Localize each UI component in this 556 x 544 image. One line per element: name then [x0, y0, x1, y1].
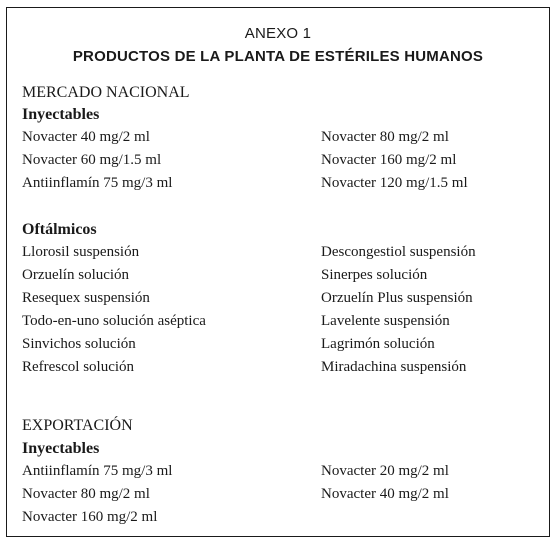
list-item: Sinvichos solución	[22, 336, 136, 352]
list-item: Novacter 160 mg/2 ml	[22, 509, 158, 525]
list-item: Novacter 60 mg/1.5 ml	[22, 152, 162, 168]
annex-label: ANEXO 1	[244, 25, 312, 42]
list-item: Llorosil suspensión	[22, 244, 140, 260]
list-item: Descongestiol suspensión	[321, 244, 476, 260]
section-heading-exportacion: EXPORTACIÓN	[22, 417, 133, 434]
list-item: Novacter 80 mg/2 ml	[22, 486, 150, 502]
list-item: Miradachina suspensión	[321, 359, 467, 375]
list-item: Lagrimón solución	[321, 336, 435, 352]
list-item: Novacter 160 mg/2 ml	[321, 152, 457, 168]
list-item: Todo-en-uno solución aséptica	[22, 313, 206, 329]
subheading-oftalmicos: Oftálmicos	[22, 221, 97, 238]
list-item: Novacter 40 mg/2 ml	[321, 486, 449, 502]
list-item: Novacter 80 mg/2 ml	[321, 129, 449, 145]
list-item: Refrescol solución	[22, 359, 135, 375]
subheading-inyectables-exportacion: Inyectables	[22, 440, 100, 457]
list-item: Novacter 40 mg/2 ml	[22, 129, 150, 145]
list-item: Orzuelín solución	[22, 267, 130, 283]
section-heading-mercado-nacional: MERCADO NACIONAL	[22, 84, 190, 101]
list-item: Resequex suspensión	[22, 290, 150, 306]
list-item: Antiinflamín 75 mg/3 ml	[22, 463, 173, 479]
list-item: Antiinflamín 75 mg/3 ml	[22, 175, 173, 191]
list-item: Sinerpes solución	[321, 267, 428, 283]
list-item: Novacter 120 mg/1.5 ml	[321, 175, 468, 191]
list-item: Orzuelín Plus suspensión	[321, 290, 473, 306]
annex-box	[6, 7, 550, 537]
page-title: PRODUCTOS DE LA PLANTA DE ESTÉRILES HUMANOS	[72, 48, 484, 65]
list-item: Novacter 20 mg/2 ml	[321, 463, 449, 479]
list-item: Lavelente suspensión	[321, 313, 450, 329]
subheading-inyectables-nacional: Inyectables	[22, 106, 100, 123]
